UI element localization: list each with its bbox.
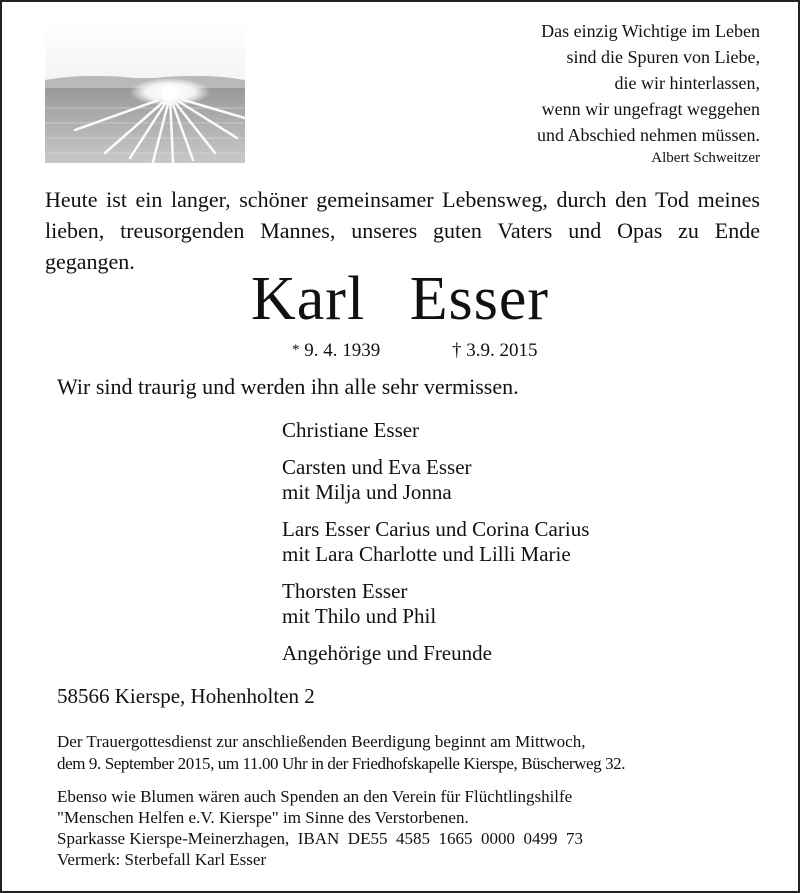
- mourner-line: mit Thilo und Phil: [282, 604, 437, 628]
- quote-author: Albert Schweitzer: [651, 150, 760, 166]
- last-name: Esser: [409, 265, 549, 333]
- birth-date: [292, 340, 380, 362]
- service-line: dem 9. September 2015, um 11.00 Uhr in der Friedhofskapelle Kierspe, Büscherweg 32.: [57, 754, 626, 773]
- birth-date-value: 9. 4. 1939: [304, 340, 381, 361]
- bank-details: [57, 828, 583, 849]
- donation-note: Vermerk: Sterbefall Karl Esser: [57, 850, 267, 869]
- bank-label: Sparkasse Kierspe-Meinerzhagen,: [57, 829, 290, 848]
- mourner-line: Carsten und Eva Esser: [282, 455, 472, 479]
- quote-line: und Abschied nehmen müssen.: [537, 125, 760, 145]
- mourner-group: [282, 517, 589, 567]
- mourner-group: [282, 641, 589, 666]
- service-info: [57, 731, 625, 775]
- quote-line: Das einzig Wichtige im Leben: [541, 21, 760, 41]
- mourner-group: [282, 455, 589, 505]
- donation-line: Ebenso wie Blumen wären auch Spenden an den Verein für Flüchtlingshilfe: [57, 787, 573, 806]
- donation-line: "Menschen Helfen e.V. Kierspe" im Sinne des Verstorbenen.: [57, 808, 469, 827]
- quote-line: wenn wir ungefragt weggehen: [541, 99, 760, 119]
- first-name: Karl: [251, 265, 366, 333]
- birth-star-icon: *: [292, 342, 300, 358]
- mourner-line: Angehörige und Freunde: [282, 641, 492, 665]
- quote-line: sind die Spuren von Liebe,: [566, 47, 760, 67]
- mourners-list: [282, 418, 589, 678]
- mourner-line: Thorsten Esser: [282, 579, 408, 603]
- donation-info: [57, 786, 583, 870]
- service-line: Der Trauergottesdienst zur anschließenden Beerdigung beginnt am Mittwoch,: [57, 732, 586, 751]
- death-date: [452, 340, 538, 362]
- mourner-group: [282, 418, 589, 443]
- mourner-line: Lars Esser Carius und Corina Carius: [282, 517, 590, 541]
- intro-text: Heute ist ein langer, schöner gemeinsamer Lebensweg, durch den Tod meines lieben, treusorgenden Mannes, unseres guten Vaters und Opas zu Ende gegangen.: [45, 187, 760, 274]
- mourner-line: Christiane Esser: [282, 418, 420, 442]
- iban: IBAN DE55 4585 1665 0000 0499 73: [297, 829, 583, 848]
- sunset-over-sea-icon: [45, 18, 245, 163]
- mourner-line: mit Lara Charlotte und Lilli Marie: [282, 542, 571, 566]
- mourner-line: mit Milja und Jonna: [282, 480, 452, 504]
- quote-line: die wir hinterlassen,: [614, 73, 760, 93]
- quote-block: [537, 18, 760, 168]
- deceased-name: [0, 264, 800, 334]
- death-date-value: 3.9. 2015: [466, 340, 538, 361]
- mourner-group: [282, 579, 589, 629]
- address: 58566 Kierspe, Hohenholten 2: [57, 684, 315, 708]
- death-cross-icon: †: [452, 340, 462, 361]
- missing-text: Wir sind traurig und werden ihn alle sehr vermissen.: [57, 374, 519, 399]
